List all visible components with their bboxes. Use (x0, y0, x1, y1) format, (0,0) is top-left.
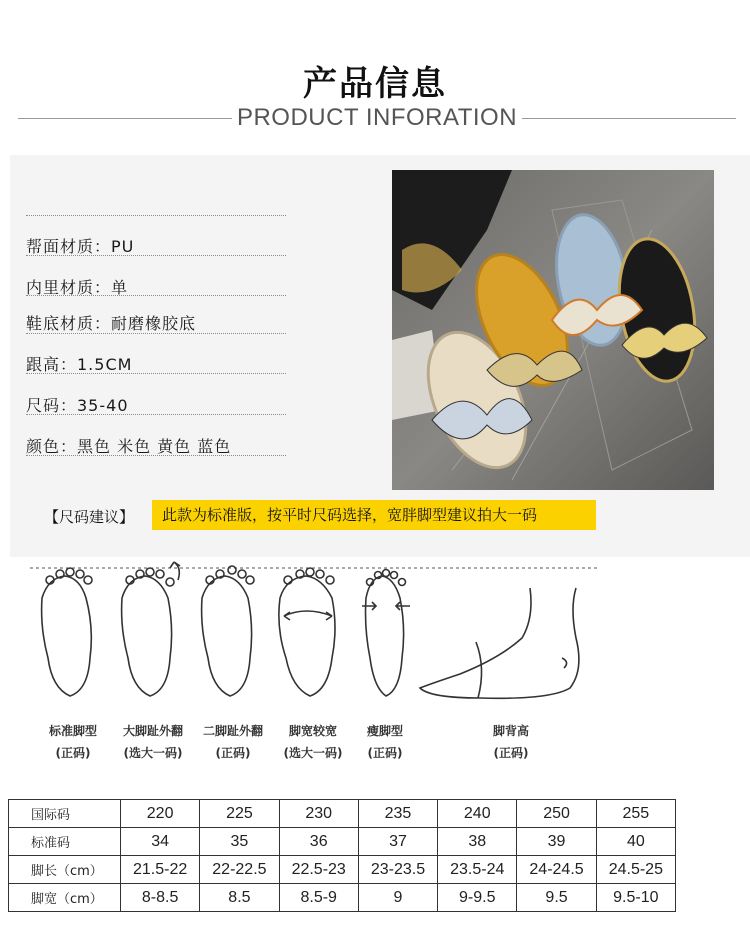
table-cell: 34 (121, 828, 200, 856)
table-cell: 21.5-22 (121, 856, 200, 884)
foot-type-slim-note: (正码) (367, 746, 403, 760)
table-cell: 9.5 (517, 884, 596, 912)
table-cell: 9.5-10 (596, 884, 675, 912)
foot-type-slim: 瘦脚型 (366, 724, 403, 738)
row-header: 脚长（cm） (9, 856, 121, 884)
table-cell: 22-22.5 (200, 856, 279, 884)
table-cell: 35 (200, 828, 279, 856)
foot-type-high-instep: 脚背高 (492, 724, 529, 738)
table-cell: 37 (358, 828, 437, 856)
foot-type-standard-note: (正码) (55, 746, 91, 760)
table-cell: 8.5-9 (279, 884, 358, 912)
spec-divider (26, 455, 286, 456)
table-cell: 250 (517, 800, 596, 828)
table-cell: 225 (200, 800, 279, 828)
size-tip-label: 【尺码建议】 (44, 508, 135, 526)
spec-colors: 颜色：黑色 米色 黄色 蓝色 (26, 437, 232, 456)
row-header: 国际码 (9, 800, 121, 828)
spec-upper-material: 帮面材质：PU (26, 237, 135, 256)
sandals-illustration (392, 170, 714, 490)
table-cell: 22.5-23 (279, 856, 358, 884)
table-cell: 24.5-25 (596, 856, 675, 884)
spec-divider (26, 333, 286, 334)
header (0, 0, 750, 155)
table-row (9, 856, 676, 884)
table-cell: 23.5-24 (438, 856, 517, 884)
foot-type-wide-note: (选大一码) (283, 746, 343, 760)
spec-divider (26, 414, 286, 415)
spec-lining-material: 内里材质：单 (26, 278, 129, 297)
table-cell: 8-8.5 (121, 884, 200, 912)
table-row (9, 800, 676, 828)
foot-type-high-instep-note: (正码) (493, 746, 529, 760)
table-cell: 23-23.5 (358, 856, 437, 884)
spec-divider (26, 373, 286, 374)
table-cell: 39 (517, 828, 596, 856)
foot-type-big-toe-note: (选大一码) (123, 746, 183, 760)
row-header: 脚宽（cm） (9, 884, 121, 912)
foot-type-standard: 标准脚型 (48, 724, 97, 738)
product-photo (392, 170, 714, 490)
table-cell: 8.5 (200, 884, 279, 912)
size-table (8, 799, 676, 912)
table-cell: 9 (358, 884, 437, 912)
table-cell: 220 (121, 800, 200, 828)
divider-right (522, 118, 736, 119)
table-cell: 40 (596, 828, 675, 856)
table-cell: 9-9.5 (438, 884, 517, 912)
table-cell: 38 (438, 828, 517, 856)
size-tip-banner: 此款为标准版，按平时尺码选择，宽胖脚型建议拍大一码 (152, 500, 596, 530)
table-row (9, 828, 676, 856)
spec-sole-material: 鞋底材质：耐磨橡胶底 (26, 314, 197, 333)
spec-heel-height: 跟高：1.5CM (26, 355, 133, 374)
table-cell: 235 (358, 800, 437, 828)
row-header: 标准码 (9, 828, 121, 856)
foot-outlines (10, 558, 750, 708)
table-cell: 36 (279, 828, 358, 856)
table-cell: 255 (596, 800, 675, 828)
foot-type-wide: 脚宽较宽 (288, 724, 337, 738)
spec-size-range: 尺码：35-40 (26, 396, 129, 415)
table-cell: 24-24.5 (517, 856, 596, 884)
spec-divider (26, 295, 286, 296)
page-subtitle: PRODUCT INFORATION (236, 104, 518, 131)
spec-divider (26, 255, 286, 256)
table-cell: 240 (438, 800, 517, 828)
spec-divider (26, 215, 286, 216)
divider-left (18, 118, 232, 119)
table-cell: 230 (279, 800, 358, 828)
subtitle-row (0, 104, 750, 134)
table-row (9, 884, 676, 912)
foot-type-second-toe-note: (正码) (215, 746, 251, 760)
foot-type-second-toe: 二脚趾外翻 (202, 724, 263, 738)
foot-type-guide (10, 558, 750, 774)
page-title: 产品信息 (303, 64, 447, 104)
foot-type-big-toe: 大脚趾外翻 (122, 724, 183, 738)
